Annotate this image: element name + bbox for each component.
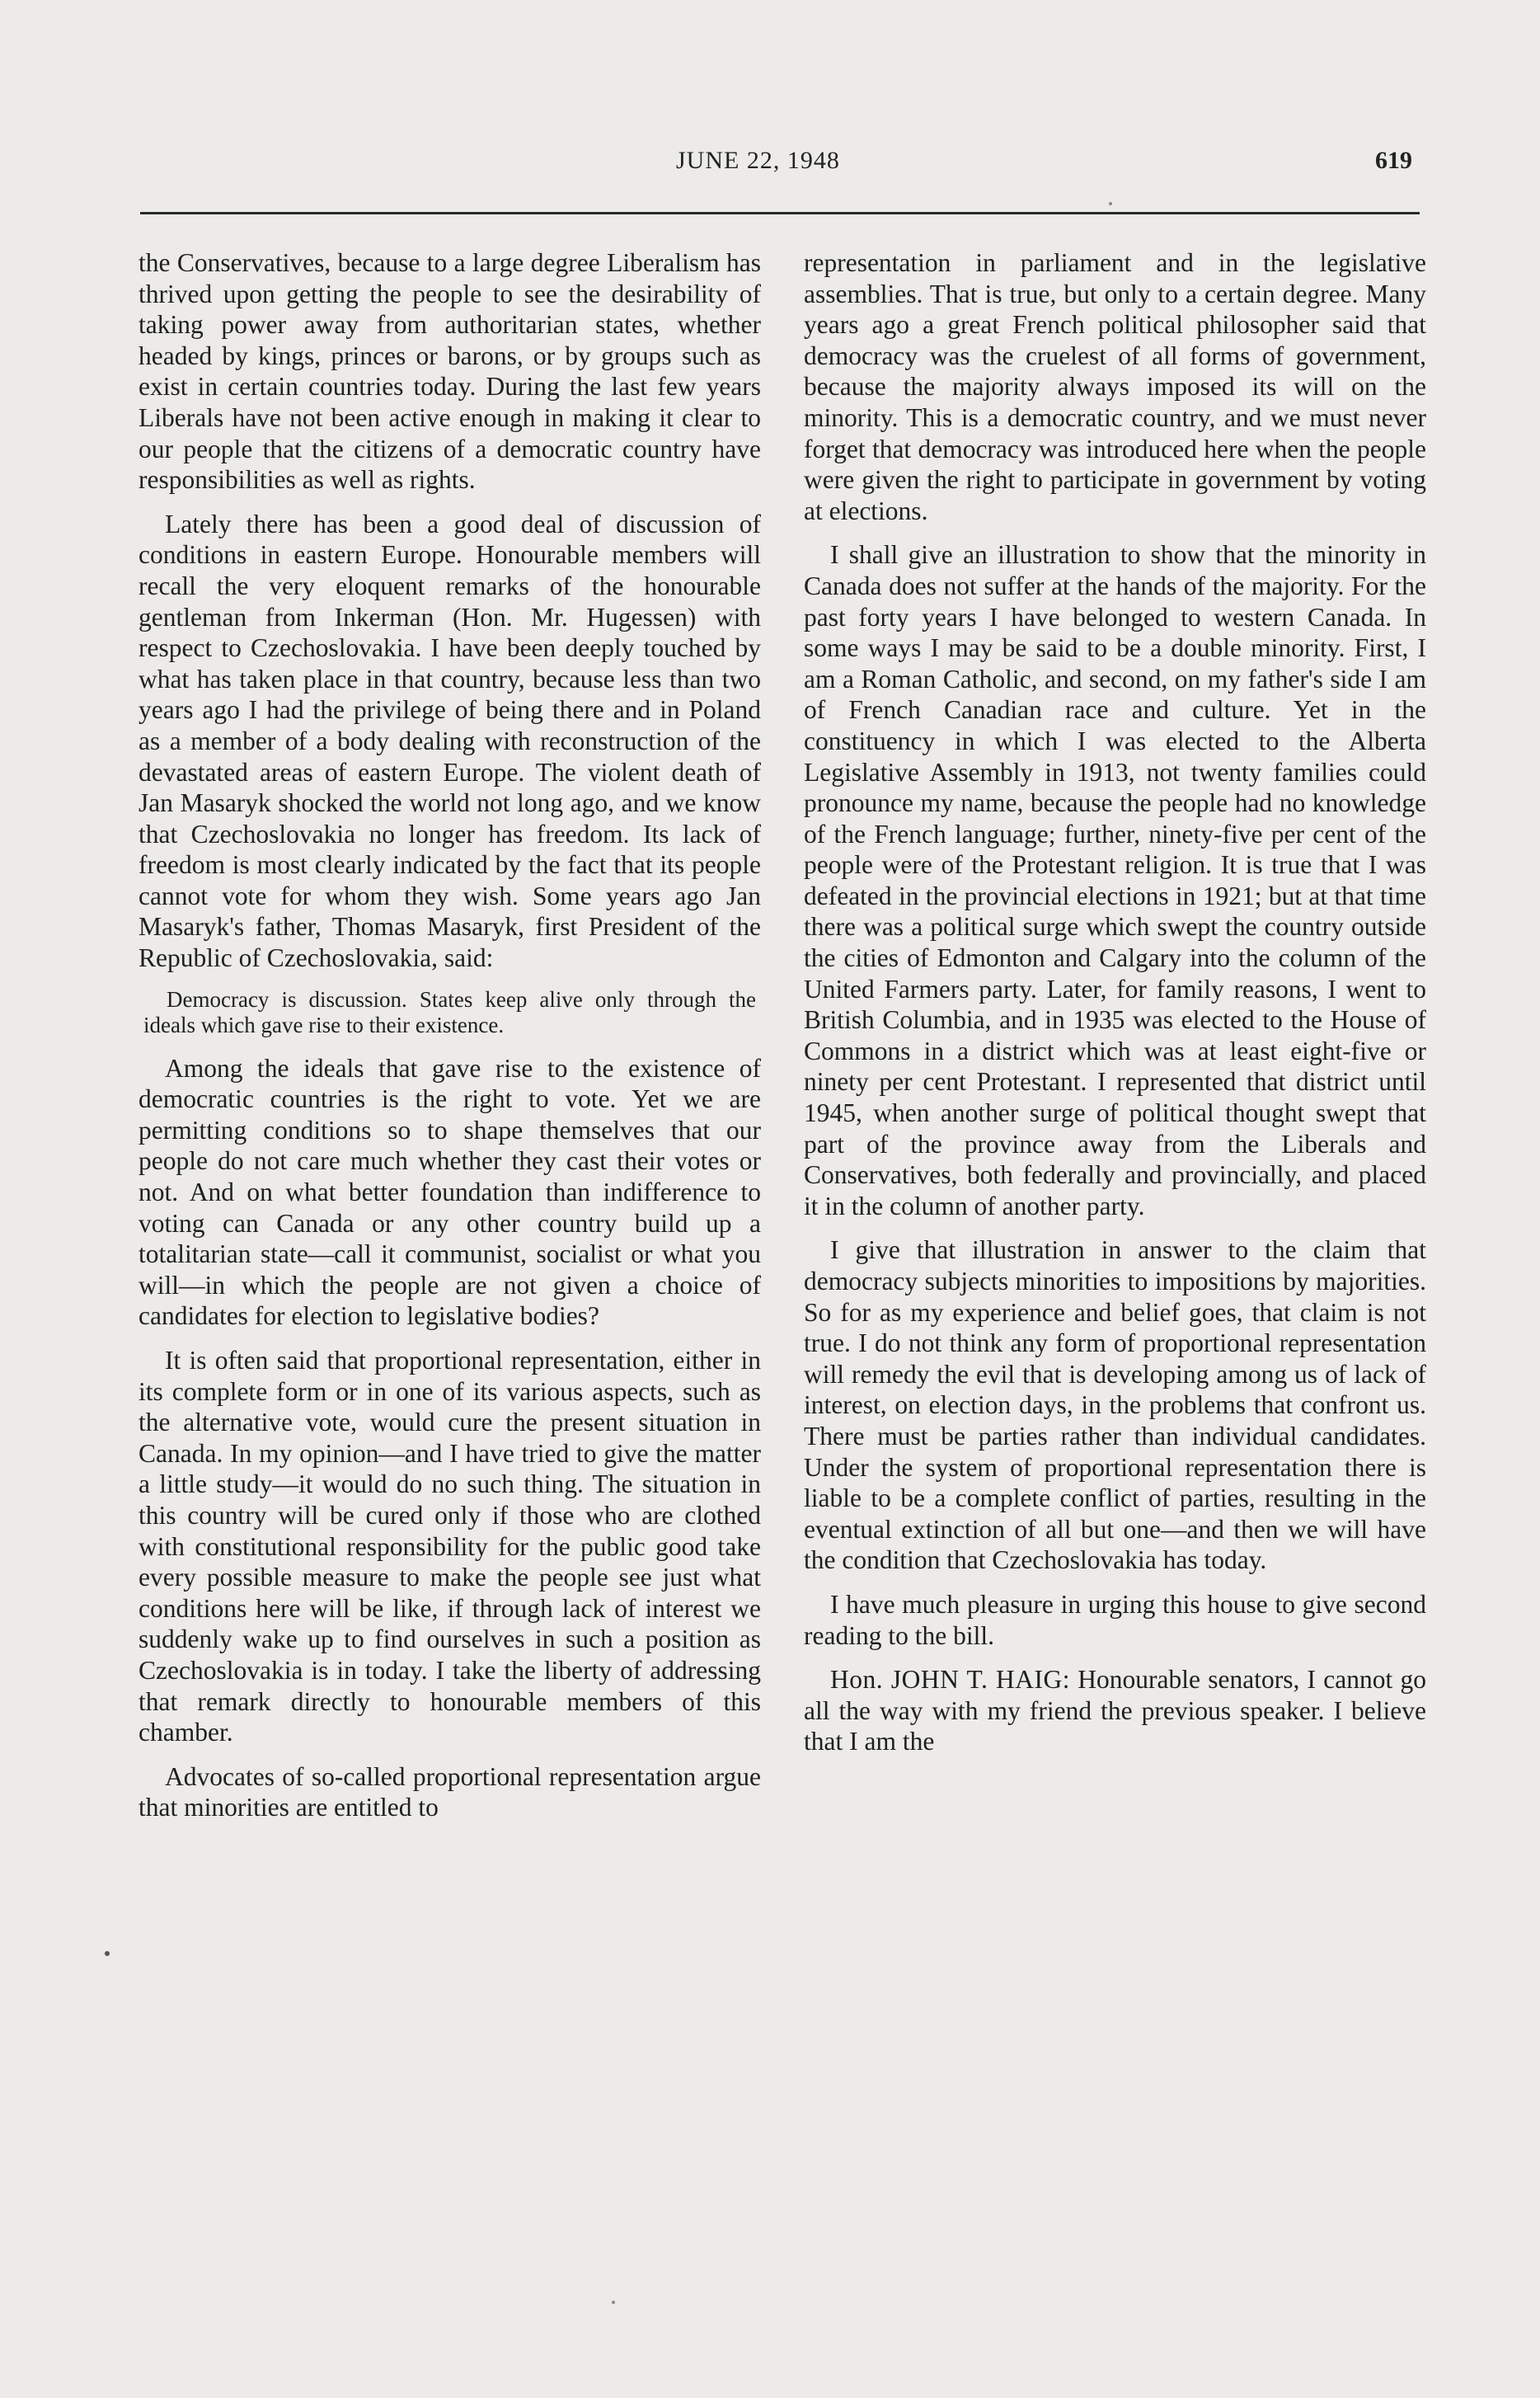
quotation: Democracy is discussion. States keep alive only through the ideals which gave rise to their existence. [143,986,756,1037]
running-header-date: JUNE 22, 1948 [676,147,840,174]
paragraph: It is often said that proportional representation, either in its complete form or in one of its various aspects, such as the alternative vote, would cure the present situation in Canada. In my opinion—and I have tried to give the matter a little study—it would do no such thing. The situation in this country will be cured only if those who are clothed with constitutional responsibility for the public good take every possible measure to make the people see just what conditions here will be like, if through lack of interest we suddenly wake up to find ourselves in such a position as Czechoslovakia is in today. I take the liberty of addressing that remark directly to honourable members of this chamber. [139,1346,761,1747]
paragraph: the Conservatives, because to a large degree Liberalism has thrived upon getting the people to see the desirability of taking power away from authoritarian states, whether headed by kings, princes or barons, or by groups such as exist in certain countries today. During the last few years Liberals have not been active enough in making it clear to our people that the citizens of a democratic country have responsibilities as well as rights. [139,248,761,495]
print-fleck [612,2301,615,2304]
paragraph: I give that illustration in answer to the claim that democracy subjects minorities to impositions by majorities. So for as my experience and belief goes, that claim is not true. I do not think any form of proportional representation will remedy the evil that is developing among us of lack of interest, on election days, in the problems that confront us. There must be parties rather than individual candidates. Under the system of proportional representation there is liable to be a complete conflict of parties, resulting in the eventual extinction of all but one—and then we will have the condition that Czechoslovakia has today. [804,1235,1426,1575]
paragraph: representation in parliament and in the legislative assemblies. That is true, but only to a certain degree. Many years ago a great French political philosopher said that democracy was the cruelest of all forms of government, because the majority always imposed its will on the minority. This is a democratic country, and we must never forget that democracy was introduced here when the people were given the right to participate in government by voting at elections. [804,248,1426,525]
paragraph: Lately there has been a good deal of discussion of conditions in eastern Europe. Honourable members will recall the very eloquent remarks of the honourable gentleman from Inkerman (Hon. Mr. Hugessen) with respect to Czechoslovakia. I have been deeply touched by what has taken place in that country, because less than two years ago I had the privilege of being there and in Poland as a member of a body dealing with reconstruction of the devastated areas of eastern Europe. The violent death of Jan Masaryk shocked the world not long ago, and we know that Czechoslovakia no longer has freedom. Its lack of freedom is most clearly indicated by the fact that its people cannot vote for whom they wish. Some years ago Jan Masaryk's father, Thomas Masaryk, first President of the Republic of Czechoslovakia, said: [139,509,761,973]
page-number: 619 [1375,147,1412,174]
header-rule [140,212,1420,214]
paragraph: I have much pleasure in urging this house to give second reading to the bill. [804,1589,1426,1650]
speaker-paragraph [804,1664,1426,1757]
print-fleck [1109,202,1112,205]
right-column [804,247,1426,2161]
left-column [139,247,761,2161]
paragraph: Advocates of so-called proportional representation argue that minorities are entitled to [139,1761,761,1822]
speaker-name: Hon. JOHN T. HAIG: [830,1665,1071,1695]
paragraph: I shall give an illustration to show that the minority in Canada does not suffer at the hands of the majority. For the past forty years I have belonged to western Canada. In some ways I may be said to be a double minority. First, I am a Roman Catholic, and second, on my father's side I am of French Canadian race and culture. Yet in the constituency in which I was elected to the Alberta Legislative Assembly in 1913, not twenty families could pronounce my name, because the people had no knowledge of the French language; further, ninety-five per cent of the people were of the Protestant religion. It is true that I was defeated in the provincial elections in 1921; but at that time there was a political surge which swept the country outside the cities of Edmonton and Calgary into the column of the United Farmers party. Later, for family reasons, I went to British Columbia, and in 1935 was elected to the House of Commons in a district which was at least eight-five or ninety per cent Protestant. I represented that district until 1945, when another surge of political thought swept that part of the province away from the Liberals and Conservatives, both federally and provincially, and placed it in the column of another party. [804,540,1426,1220]
speaker-text: Honourable senators, I cannot go all the way with my friend the previous speaker. I believe that I am the [804,1665,1426,1756]
paragraph: Among the ideals that gave rise to the existence of democratic countries is the right to vote. Yet we are permitting conditions so to shape themselves that our people do not care much whether they cast their votes or not. And on what better foundation than indifference to voting can Canada or any other country build up a totalitarian state—call it communist, socialist or what you will—in which the people are not given a choice of candidates for election to legislative bodies? [139,1053,761,1331]
margin-mark [105,1951,110,1956]
